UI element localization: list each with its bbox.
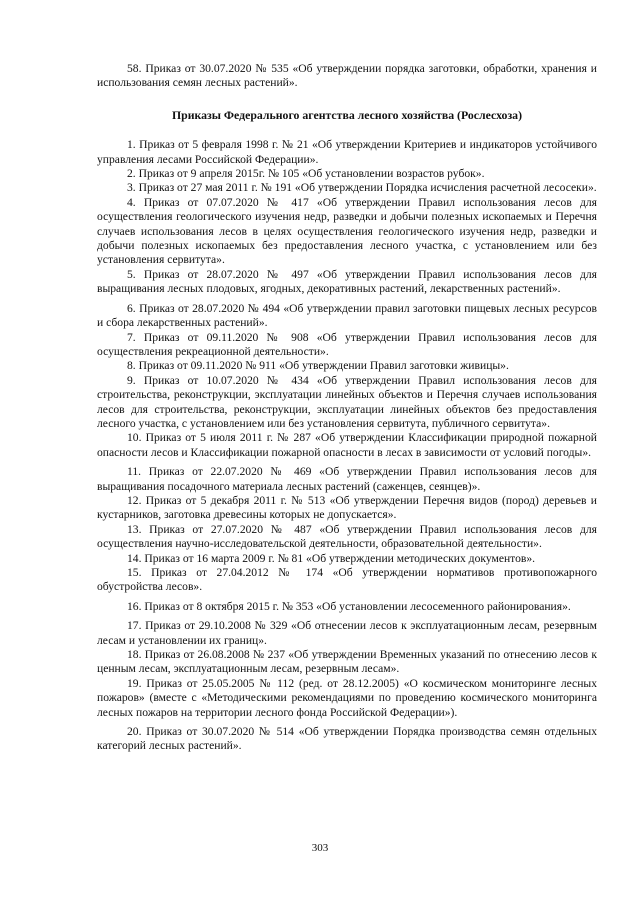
list-item: 19. Приказ от 25.05.2005 № 112 (ред. от 28.12.2005) «О космическом мониторинге лесных пожаров» (вместе с «Методическими рекомендациями по проведению космического мониторинга лесных пожаров на территории лесного фонда Российской Федерации»).: [97, 676, 597, 719]
list-item: 9. Приказ от 10.07.2020 № 434 «Об утверждении Правил использования лесов для строительства, реконструкции, эксплуатации линейных объектов и Перечня случаев использования лесов для строительства, реконструкции, эксплуатации линейных объектов без предоставления лесного участка, с установлением или без установления сервитута, публичного сервитута».: [97, 373, 597, 430]
list-item: 20. Приказ от 30.07.2020 № 514 «Об утверждении Порядка производства семян отдельных категорий лесных растений».: [97, 725, 597, 753]
list-item: 4. Приказ от 07.07.2020 № 417 «Об утверждении Правил использования лесов для осуществления геологического изучения недр, разведки и добычи полезных ископаемых и Перечня случаев использования лесов в целях осуществления геологического изучения недр, разведки и добычи полезных ископаемых без предоставления лесного участка, с установлением или без установления сервитута».: [97, 195, 597, 267]
list-item: 16. Приказ от 8 октября 2015 г. № 353 «Об установлении лесосеменного районирования».: [127, 599, 571, 613]
list-item: 17. Приказ от 29.10.2008 № 329 «Об отнесении лесов к эксплуатационным лесам, резервным лесам и установлении их границ».: [97, 619, 597, 647]
list-item: 1. Приказ от 5 февраля 1998 г. № 21 «Об утверждении Критериев и индикаторов устойчивого управления лесами Российской Федерации».: [97, 138, 597, 166]
list-item: 11. Приказ от 22.07.2020 № 469 «Об утверждении Правил использования лесов для выращивания посадочного материала лесных растений (саженцев, сеянцев)».: [97, 465, 597, 493]
list-item: 3. Приказ от 27 мая 2011 г. № 191 «Об утверждении Порядка исчисления расчетной лесосеки».: [127, 181, 597, 195]
list-item: 7. Приказ от 09.11.2020 № 908 «Об утверждении Правил использования лесов для осуществления рекреационной деятельности».: [97, 330, 597, 358]
list-item: 5. Приказ от 28.07.2020 № 497 «Об утверждении Правил использования лесов для выращивания лесных плодовых, ягодных, декоративных растений, лекарственных растений».: [97, 267, 597, 296]
list-item: 14. Приказ от 16 марта 2009 г. № 81 «Об утверждении методических документов».: [127, 551, 536, 565]
list-item: 2. Приказ от 9 апреля 2015г. № 105 «Об установлении возрастов рубок».: [127, 167, 485, 181]
intro-item: 58. Приказ от 30.07.2020 № 535 «Об утверждении порядка заготовки, обработки, хранения и использования семян лесных растений».: [97, 62, 597, 90]
list-item: 15. Приказ от 27.04.2012 № 174 «Об утверждении нормативов противопожарного обустройства лесов».: [97, 566, 597, 594]
page-number: 303: [311, 842, 329, 854]
list-item: 8. Приказ от 09.11.2020 № 911 «Об утверждении Правил заготовки живицы».: [127, 359, 509, 373]
list-item: 18. Приказ от 26.08.2008 № 237 «Об утверждении Временных указаний по отнесению лесов к ценным лесам, эксплуатационным лесам, резервным лесам».: [97, 648, 597, 676]
list-item: 10. Приказ от 5 июля 2011 г. № 287 «Об утверждении Классификации природной пожарной опасности лесов и Классификации пожарной опасности в лесах в зависимости от условий погоды».: [97, 431, 597, 459]
section-heading: Приказы Федерального агентства лесного хозяйства (Рослесхоза): [171, 107, 523, 122]
list-item: 12. Приказ от 5 декабря 2011 г. № 513 «Об утверждении Перечня видов (пород) деревьев и кустарников, заготовка древесины которых не допускается».: [97, 493, 597, 522]
document-body: [97, 62, 597, 754]
list-item: 13. Приказ от 27.07.2020 № 487 «Об утверждении Правил использования лесов для осуществления научно-исследовательской деятельности, образовательной деятельности».: [97, 522, 597, 551]
list-item: 6. Приказ от 28.07.2020 № 494 «Об утверждении правил заготовки пищевых лесных ресурсов и сбора лекарственных растений».: [97, 301, 597, 330]
